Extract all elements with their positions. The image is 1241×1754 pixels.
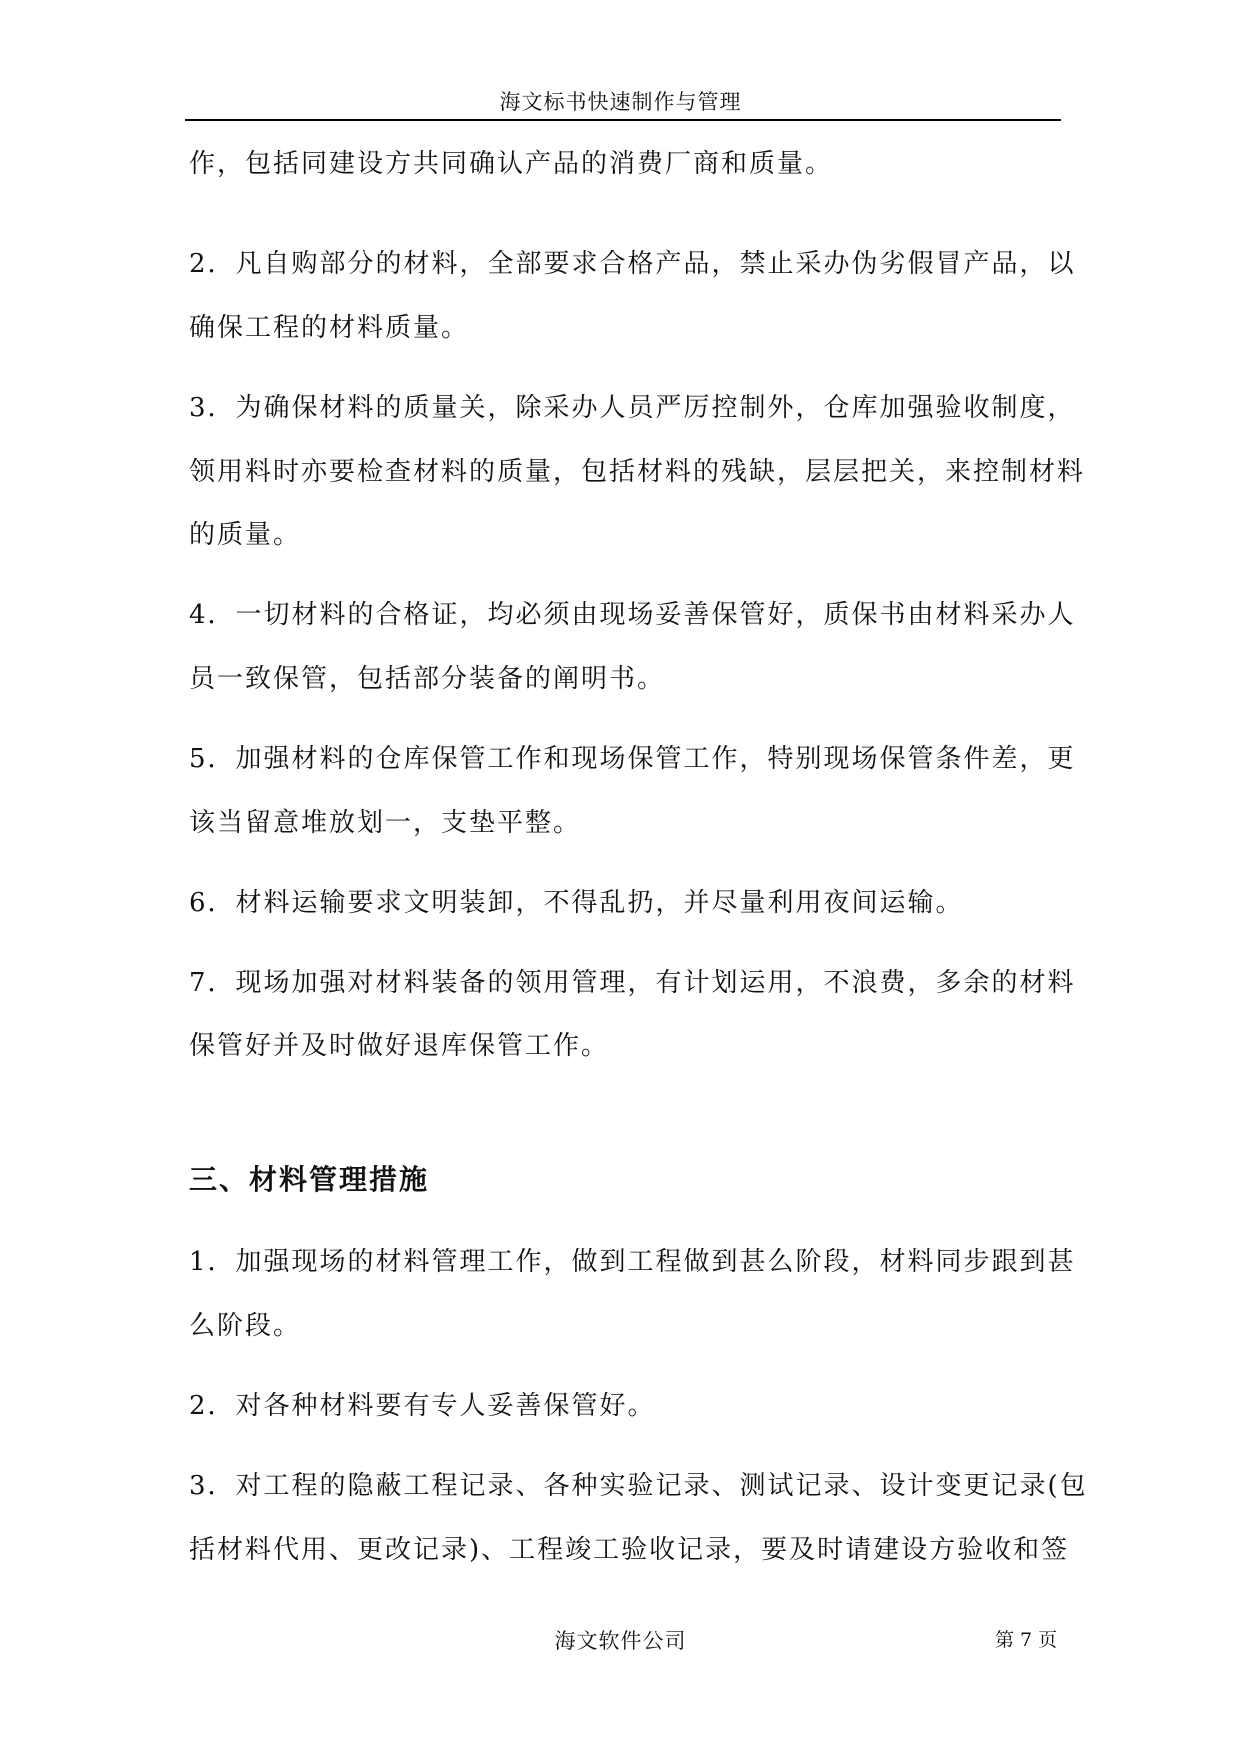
body-line: 1．加强现场的材料管理工作，做到工程做到甚么阶段，材料同步跟到甚 bbox=[189, 1247, 1076, 1277]
body-line: 领用料时亦要检查材料的质量，包括材料的残缺，层层把关，来控制材料 bbox=[189, 457, 1086, 487]
body-line: 的质量。 bbox=[189, 520, 302, 550]
body-line: 3．为确保材料的质量关，除采办人员严厉控制外，仓库加强验收制度， bbox=[189, 393, 1076, 423]
page-number: 第 7 页 bbox=[995, 1629, 1058, 1651]
body-line: 么阶段。 bbox=[189, 1311, 302, 1341]
body-line: 7．现场加强对材料装备的领用管理，有计划运用，不浪费，多余的材料 bbox=[189, 968, 1076, 998]
body-line: 6．材料运输要求文明装卸，不得乱扔，并尽量利用夜间运输。 bbox=[189, 888, 964, 918]
body-line: 员一致保管，包括部分装备的阐明书。 bbox=[189, 664, 666, 694]
body-line: 保管好并及时做好退库保管工作。 bbox=[189, 1031, 610, 1061]
body-line: 2．凡自购部分的材料，全部要求合格产品，禁止采办伪劣假冒产品，以 bbox=[189, 249, 1076, 279]
body-line: 括材料代用、更改记录)、工程竣工验收记录，要及时请建设方验收和签 bbox=[189, 1535, 1070, 1565]
body-line: 该当留意堆放划一，支垫平整。 bbox=[189, 808, 582, 838]
header-rule bbox=[185, 119, 1061, 121]
footer-company: 海文软件公司 bbox=[554, 1629, 687, 1653]
body-line: 确保工程的材料质量。 bbox=[189, 313, 470, 343]
body-line: 4．一切材料的合格证，均必须由现场妥善保管好，质保书由材料采办人 bbox=[189, 600, 1076, 630]
body-line: 作，包括同建设方共同确认产品的消费厂商和质量。 bbox=[189, 149, 834, 179]
header-title: 海文标书快速制作与管理 bbox=[499, 90, 742, 114]
body-line: 5．加强材料的仓库保管工作和现场保管工作，特别现场保管条件差，更 bbox=[189, 744, 1076, 774]
body-line: 3．对工程的隐蔽工程记录、各种实验记录、测试记录、设计变更记录(包 bbox=[189, 1471, 1088, 1501]
body-line: 2．对各种材料要有专人妥善保管好。 bbox=[189, 1391, 656, 1421]
section-heading: 三、材料管理措施 bbox=[189, 1163, 430, 1196]
